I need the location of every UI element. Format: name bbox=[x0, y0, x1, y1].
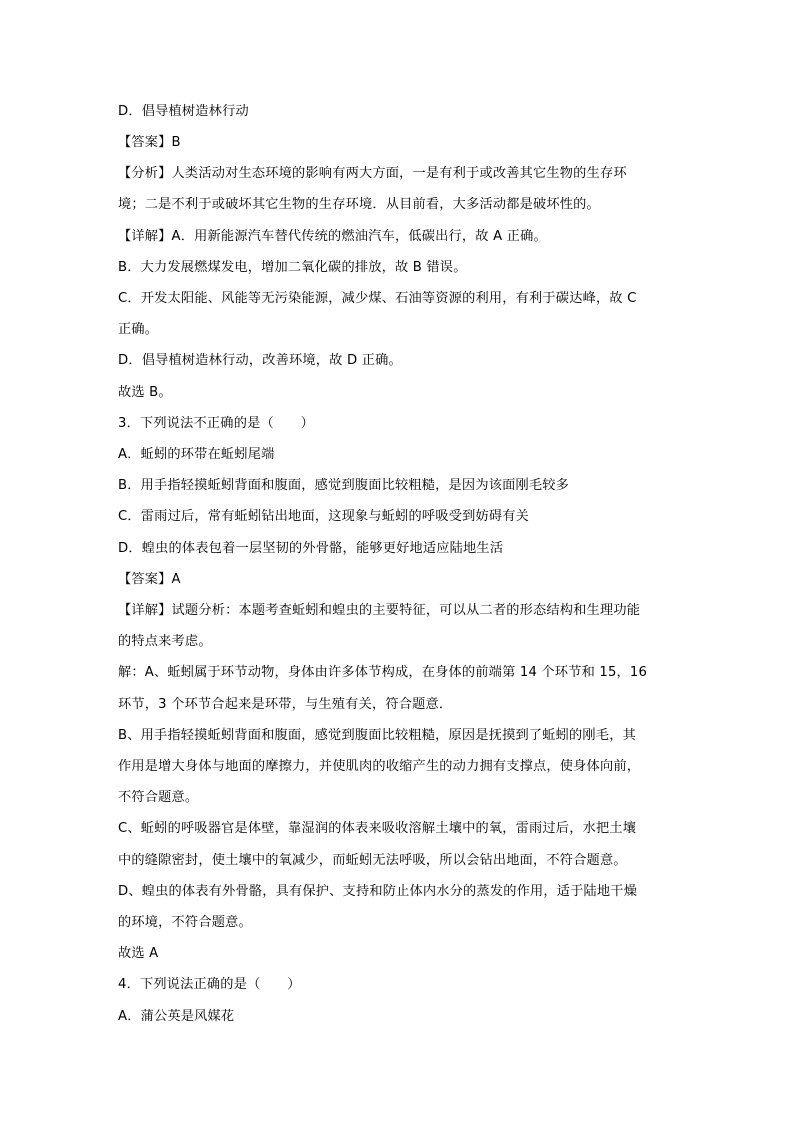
question-4-stem: 4．下列说法正确的是（ ） bbox=[118, 977, 301, 992]
detail-line-7: 不符合题意。 bbox=[118, 790, 199, 805]
explanation-line-4: 正确。 bbox=[118, 322, 159, 337]
detail-line-10: D、蝗虫的体表有外骨骼，具有保护、支持和防止体内水分的蒸发的作用，适于陆地干燥 bbox=[118, 884, 638, 899]
question-4-option-a: A．蒲公英是风媒花 bbox=[118, 1009, 235, 1024]
detail-line-5: B、用手指轻摸蚯蚓背面和腹面，感觉到腹面比较粗糙，原因是抚摸到了蚯蚓的刚毛，其 bbox=[118, 728, 636, 743]
analysis-line-1: 【分析】人类活动对生态环境的影响有两大方面，一是有利于或改善其它生物的生存环 bbox=[118, 166, 627, 181]
question-3-stem: 3．下列说法不正确的是（ ） bbox=[118, 416, 315, 431]
answer-label: 【答案】A bbox=[118, 572, 181, 587]
detail-line-1: 【详解】试题分析：本题考查蚯蚓和蝗虫的主要特征，可以从二者的形态结构和生理功能 bbox=[118, 603, 641, 618]
answer-label: 【答案】B bbox=[118, 135, 181, 150]
explanation-line-1: 【详解】A．用新能源汽车替代传统的燃油汽车，低碳出行，故 A 正确。 bbox=[118, 229, 547, 244]
choice-line: 故选 B。 bbox=[118, 385, 172, 400]
detail-line-9: 中的缝隙密封，使土壤中的氧减少，而蚯蚓无法呼吸，所以会钻出地面，不符合题意。 bbox=[118, 853, 627, 868]
detail-line-8: C、蚯蚓的呼吸器官是体壁，靠湿润的体表来吸收溶解土壤中的氧，雷雨过后，水把土壤 bbox=[118, 821, 637, 836]
question-3-option-b: B．用手指轻摸蚯蚓背面和腹面，感觉到腹面比较粗糙，是因为该面刚毛较多 bbox=[118, 478, 570, 493]
detail-line-2: 的特点来考虑。 bbox=[118, 634, 212, 649]
explanation-line-2: B．大力发展燃煤发电，增加二氧化碳的排放，故 B 错误。 bbox=[118, 260, 467, 275]
explanation-line-3: C．开发太阳能、风能等无污染能源，减少煤、石油等资源的利用，有利于碳达峰，故 C bbox=[118, 291, 637, 306]
question-3-option-d: D．蝗虫的体表包着一层坚韧的外骨骼，能够更好地适应陆地生活 bbox=[118, 541, 504, 556]
explanation-line-5: D．倡导植树造林行动，改善环境，故 D 正确。 bbox=[118, 353, 402, 368]
detail-line-3: 解：A、蚯蚓属于环节动物，身体由许多体节构成，在身体的前端第 14 个环节和 15，16 bbox=[118, 665, 648, 680]
option-d-line: D．倡导植树造林行动 bbox=[118, 104, 249, 119]
question-3-option-c: C．雷雨过后，常有蚯蚓钻出地面，这现象与蚯蚓的呼吸受到妨碍有关 bbox=[118, 509, 530, 524]
question-3-option-a: A．蚯蚓的环带在蚯蚓尾端 bbox=[118, 447, 275, 462]
analysis-line-2: 境；二是不利于或破坏其它生物的生存环境．从目前看，大多活动都是破坏性的。 bbox=[118, 197, 600, 212]
detail-line-11: 的环境，不符合题意。 bbox=[118, 915, 252, 930]
detail-line-6: 作用是增大身体与地面的摩擦力，并使肌肉的收缩产生的动力拥有支撑点，使身体向前， bbox=[118, 759, 641, 774]
choice-line: 故选 A bbox=[118, 946, 159, 961]
detail-line-4: 环节，3 个环节合起来是环带，与生殖有关，符合题意． bbox=[118, 697, 453, 712]
